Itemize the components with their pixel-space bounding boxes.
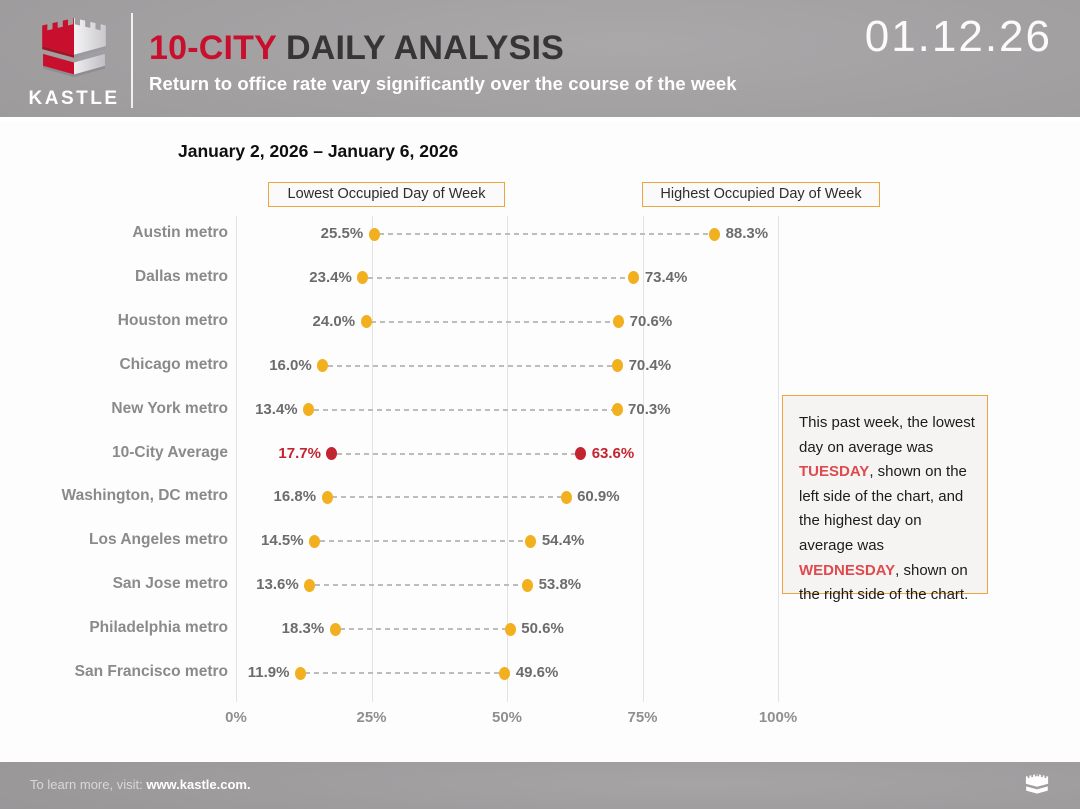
content-area [0,125,1080,762]
low-value-label: 24.0% [312,312,356,330]
high-dot [575,447,586,460]
header [0,0,1080,121]
high-value-label: 70.4% [628,356,672,374]
footer-castle-icon [1022,770,1052,798]
annotation-text [799,411,975,608]
row-label: San Francisco metro [74,663,228,680]
high-dot [612,359,623,372]
high-dot [709,228,720,241]
title-highlight: 10-CITY [149,29,277,67]
footer-text [30,777,251,792]
annotation-day-highlight: WEDNESDAY [799,561,896,579]
low-dot [361,315,372,328]
x-axis-tick-label: 50% [491,709,523,726]
low-dot [304,579,315,592]
x-axis-tick-label: 75% [627,709,658,726]
x-axis-tick-label: 100% [758,709,798,726]
high-value-label: 53.8% [538,576,582,594]
connector-line [320,540,526,542]
footer-link[interactable]: www.kastle.com. [146,777,251,792]
annotation-box [782,395,988,604]
page-subtitle: Return to office rate vary significantly over the course of the week [149,73,737,95]
row-label: Austin metro [132,224,228,241]
high-dot [613,315,624,328]
page-title [149,30,737,67]
low-dot [303,403,314,416]
kastle-logo [24,8,124,110]
high-value-label: 73.4% [644,268,688,286]
chart-gridline [643,216,644,702]
low-dot [322,491,333,504]
annotation-day-highlight: TUESDAY [799,463,870,481]
low-value-label: 11.9% [247,664,290,681]
chart-gridline [236,216,237,702]
report-date: 01.12.26 [864,12,1052,61]
annotation-segment: This past week, the lowest day on average was [799,414,975,456]
title-rest: DAILY ANALYSIS [276,29,565,67]
low-value-label: 16.0% [269,356,312,374]
chart-gridline [778,216,779,702]
high-dot [522,579,533,592]
connector-line [332,496,561,498]
high-value-label: 54.4% [541,532,585,550]
low-dot [369,228,380,241]
low-value-label: 14.5% [261,532,304,550]
row-label: Dallas metro [134,267,228,285]
row-label: Washington, DC metro [61,487,228,505]
date-range-title: January 2, 2026 – January 6, 2026 [178,141,459,161]
high-value-label: 88.3% [725,225,769,242]
legend-lowest-day: Lowest Occupied Day of Week [268,182,505,207]
low-value-label: 13.6% [256,576,299,594]
high-dot [612,403,623,416]
high-dot [525,535,536,548]
header-divider [131,13,133,108]
castle-icon [31,8,117,86]
row-label: 10-City Average [111,443,228,461]
high-dot [628,271,639,284]
low-dot [309,535,320,548]
connector-line [368,277,629,279]
row-label: Houston metro [117,311,228,329]
footer [0,762,1080,809]
high-dot [505,623,516,636]
legend-highest-day: Highest Occupied Day of Week [642,182,880,207]
high-value-label: 60.9% [577,488,620,506]
annotation-segment: , shown on the left side of the chart, and the highest day on average was [799,463,967,554]
brand-name: KASTLE [28,88,120,109]
low-value-label: 16.8% [273,488,317,506]
low-dot [317,359,328,372]
connector-line [340,628,505,630]
connector-line [315,584,523,586]
header-titles [149,30,737,95]
high-value-label: 70.3% [628,400,671,418]
connector-line [379,233,709,235]
row-label: New York metro [111,399,228,417]
low-value-label: 23.4% [309,268,352,286]
low-dot [295,667,306,680]
high-dot [561,491,572,504]
low-value-label: 13.4% [255,400,298,418]
x-axis-tick-label: 0% [225,709,247,726]
high-value-label: 70.6% [629,312,673,330]
annotation-segment: , shown on the right side of the chart. [799,561,969,604]
low-dot [357,271,368,284]
low-value-label: 18.3% [281,620,325,638]
row-label: San Jose metro [112,575,228,593]
low-value-label: 17.7% [278,444,321,462]
connector-line [305,672,499,674]
high-value-label: 50.6% [521,620,564,638]
low-dot [330,623,341,636]
row-label: Chicago metro [119,355,228,373]
low-value-label: 25.5% [320,225,364,242]
high-dot [499,667,510,680]
x-axis-tick-label: 25% [356,709,387,726]
connector-line [328,365,613,367]
connector-line [337,453,576,455]
row-label: Philadelphia metro [89,619,228,637]
connector-line [314,409,612,411]
connector-line [371,321,614,323]
high-value-label: 63.6% [591,444,635,462]
low-dot [326,447,337,460]
row-label: Los Angeles metro [89,531,228,549]
footer-text-prefix: To learn more, visit: [30,777,147,792]
high-value-label: 49.6% [515,664,559,681]
